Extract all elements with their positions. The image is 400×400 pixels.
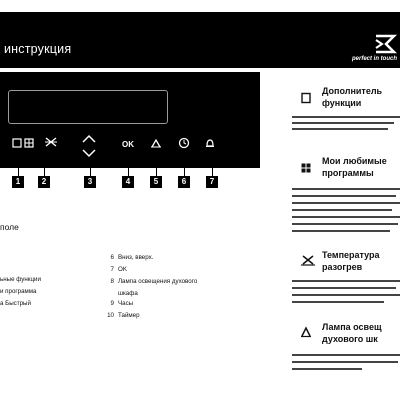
section-title: Температура <box>322 250 380 260</box>
legend-item: 9 Часы <box>110 300 134 307</box>
section-heading: поле <box>0 222 19 232</box>
legend-item: 6 Вниз, вверх. <box>110 254 154 261</box>
up-down-arrows-icon[interactable] <box>80 132 98 160</box>
callout-number: 7 <box>206 176 218 188</box>
section-title: программы <box>322 168 374 178</box>
callout-number: 3 <box>84 176 96 188</box>
options-icon[interactable] <box>12 138 22 148</box>
panel-display <box>8 90 168 124</box>
callout-leader <box>184 168 185 176</box>
page-title: инструкция <box>4 42 72 56</box>
section-title: Лампа освещ <box>322 322 382 332</box>
heating-element-icon <box>300 254 316 266</box>
callout-leader <box>156 168 157 176</box>
body-text-block <box>292 352 400 382</box>
timer-bell-icon[interactable] <box>204 137 216 149</box>
heating-function-icon[interactable] <box>44 136 58 148</box>
section-title: Дополнитель <box>322 86 383 96</box>
callout-number: 2 <box>38 176 50 188</box>
callout-leader <box>90 168 91 176</box>
legend-item: 8 Лампа освещения духового <box>110 278 198 285</box>
legend-item: а Быстрый <box>0 300 31 307</box>
body-text-block <box>292 114 400 138</box>
section-title: духового шк <box>322 334 378 344</box>
callout-leader <box>128 168 129 176</box>
callout-leader <box>44 168 45 176</box>
section-title: Мои любимые <box>322 156 387 166</box>
legend-item: и программа <box>0 288 37 295</box>
square-outline-icon <box>300 92 312 104</box>
brand-logo-icon <box>372 34 398 54</box>
lamp-icon[interactable] <box>150 138 162 148</box>
oven-lamp-icon <box>300 326 312 338</box>
callout-leader <box>212 168 213 176</box>
callout-number: 5 <box>150 176 162 188</box>
callout-number: 1 <box>12 176 24 188</box>
control-panel <box>0 72 260 168</box>
clock-icon[interactable] <box>178 137 190 149</box>
legend-item: шкафа <box>118 290 138 297</box>
legend-item: ьные функции <box>0 276 41 283</box>
header-bar <box>0 12 400 68</box>
brand-slogan: perfect in touch <box>352 56 398 62</box>
body-text-block <box>292 278 400 316</box>
favourite-programs-icon[interactable] <box>24 138 34 148</box>
callout-leader <box>18 168 19 176</box>
callout-number: 4 <box>122 176 134 188</box>
callout-number: 6 <box>178 176 190 188</box>
legend-item: 7 OK <box>110 266 127 273</box>
body-text-block <box>292 186 400 242</box>
grid-program-icon <box>300 162 312 174</box>
ok-button[interactable]: OK <box>122 140 134 149</box>
section-title: функции <box>322 98 362 108</box>
legend-item: 10 Таймер <box>107 312 140 319</box>
section-title: разогрев <box>322 262 363 272</box>
